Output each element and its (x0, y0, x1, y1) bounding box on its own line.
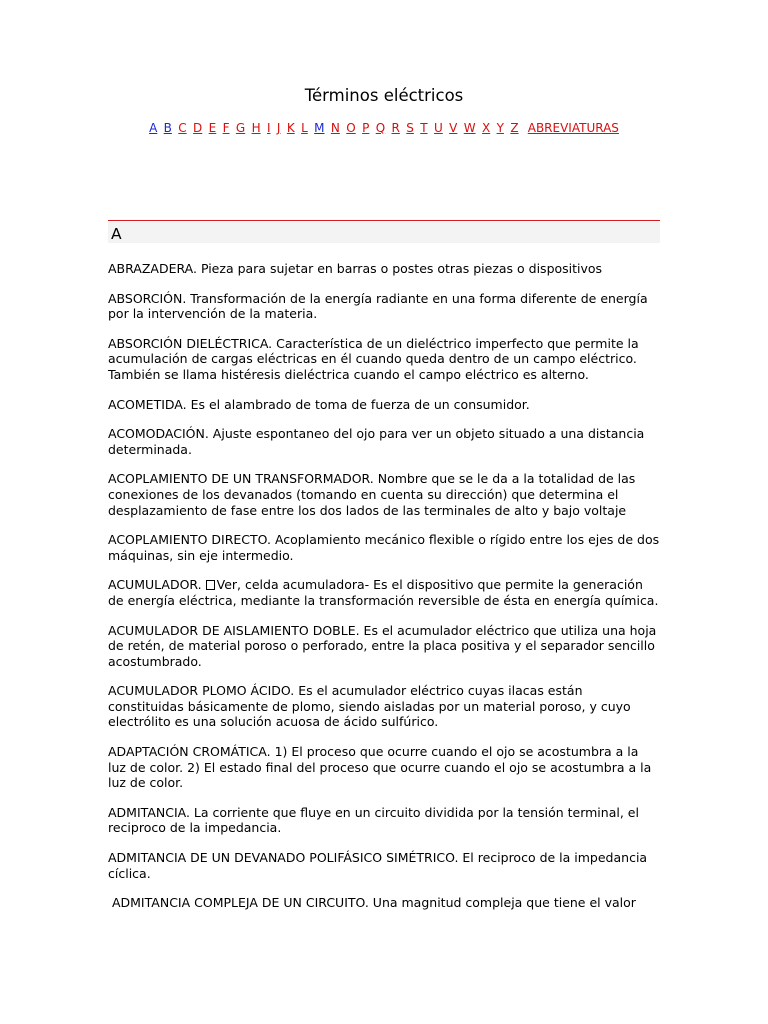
letter-link-l[interactable]: L (301, 121, 308, 135)
letter-link-x[interactable]: X (481, 121, 491, 135)
letter-link-p[interactable]: P (362, 121, 370, 135)
entry-term: ACUMULADOR. (108, 577, 202, 593)
glossary-entry: ACOMETIDA. Es el alambrado de toma de fuerza de un consumidor. (108, 396, 530, 412)
letter-link-t[interactable]: T (420, 121, 428, 135)
letter-link-h[interactable]: H (251, 121, 261, 135)
letter-link-d[interactable]: D (193, 121, 203, 135)
section-divider (108, 220, 660, 221)
glossary-entry: ACUMULADOR DE AISLAMIENTO DOBLE. Es el acumulador eléctrico que utiliza una hoja de retén, de material poroso o perforado, entre la placa positiva y el separador sencillo acostumbrado. (108, 622, 657, 669)
letter-link-w[interactable]: W (463, 121, 476, 135)
glossary-entry: ADAPTACIÓN CROMÁTICA. 1) El proceso que ocurre cuando el ojo se acostumbra a la luz de color. 2) El estado final del proceso que ocurre cuando el ojo se acostumbra a la luz de color. (108, 744, 652, 791)
glossary-entry (108, 577, 660, 608)
alphabet-index (0, 120, 768, 136)
letter-link-a[interactable]: A (149, 121, 158, 135)
page-title: Términos eléctricos (304, 86, 464, 105)
letter-link-n[interactable]: N (330, 121, 340, 135)
letter-link-c[interactable]: C (178, 121, 187, 135)
letter-link-o[interactable]: O (346, 121, 356, 135)
letter-link-s[interactable]: S (406, 121, 414, 135)
glossary-entry: ABRAZADERA. Pieza para sujetar en barras o postes otras piezas o dispositivos (108, 261, 603, 276)
letter-link-b[interactable]: B (163, 121, 172, 135)
glossary-entry: ACOPLAMIENTO DE UN TRANSFORMADOR. Nombre que se le da a la totalidad de las conexiones de los devanados (tomando en cuenta su dirección) que determina el desplazamiento de fase entre los dos lados de las terminales de alto y bajo voltaje (108, 471, 636, 518)
glossary-entry: ABSORCIÓN DIELÉCTRICA. Característica de un dieléctrico imperfecto que permite la acumulación de cargas eléctricas en él cuando queda dentro de un campo eléctrico. También se llama histéresis dieléctrica cuando el campo eléctrico es alterno. (108, 335, 639, 382)
glossary-entry: ABSORCIÓN. Transformación de la energía radiante en una forma diferente de energía por la intervención de la materia. (108, 290, 648, 322)
letter-link-f[interactable]: F (222, 121, 230, 135)
letter-link-y[interactable]: Y (496, 121, 504, 135)
letter-link-k[interactable]: K (286, 121, 295, 135)
entry-definition: Ver, celda acumuladora- Es el dispositivo que permite la generación de energía eléctrica, mediante la transformación reversible de ésta en energía química. (108, 577, 659, 608)
letter-link-v[interactable]: V (449, 121, 458, 135)
glossary-entry: ADMITANCIA DE UN DEVANADO POLIFÁSICO SIMÉTRICO. El reciproco de la impedancia cíclica. (108, 850, 648, 881)
abbreviations-link[interactable]: ABREVIATURAS (527, 121, 619, 135)
section-letter: A (111, 225, 122, 243)
section-heading (108, 222, 660, 243)
letter-link-u[interactable]: U (433, 121, 443, 135)
letter-link-z[interactable]: Z (510, 121, 519, 135)
letter-link-e[interactable]: E (208, 121, 217, 135)
glossary-entries (108, 261, 660, 911)
glossary-entry: ACOPLAMIENTO DIRECTO. Acoplamiento mecánico flexible o rígido entre los ejes de dos máquinas, sin eje intermedio. (108, 532, 660, 563)
glossary-entry: ADMITANCIA COMPLEJA DE UN CIRCUITO. Una magnitud compleja que tiene el valor (108, 895, 636, 911)
letter-link-j[interactable]: J (276, 121, 281, 135)
glossary-entry: ACOMODACIÓN. Ajuste espontaneo del ojo para ver un objeto situado a una distancia determinada. (108, 426, 645, 457)
letter-link-r[interactable]: R (391, 121, 400, 135)
letter-link-i[interactable]: I (267, 121, 271, 135)
letter-link-q[interactable]: Q (375, 121, 386, 135)
missing-glyph-icon (206, 580, 215, 590)
letter-link-m[interactable]: M (314, 121, 325, 135)
letter-link-g[interactable]: G (235, 121, 246, 135)
glossary-entry: ADMITANCIA. La corriente que fluye en un circuito dividida por la tensión terminal, el reciproco de la impedancia. (108, 804, 639, 836)
glossary-entry: ACUMULADOR PLOMO ÁCIDO. Es el acumulador eléctrico cuyas ilacas están constituidas básicamente de plomo, siendo aisladas por un material poroso, y cuyo electrólito es una solución acuosa de ácido sulfúrico. (108, 683, 631, 730)
